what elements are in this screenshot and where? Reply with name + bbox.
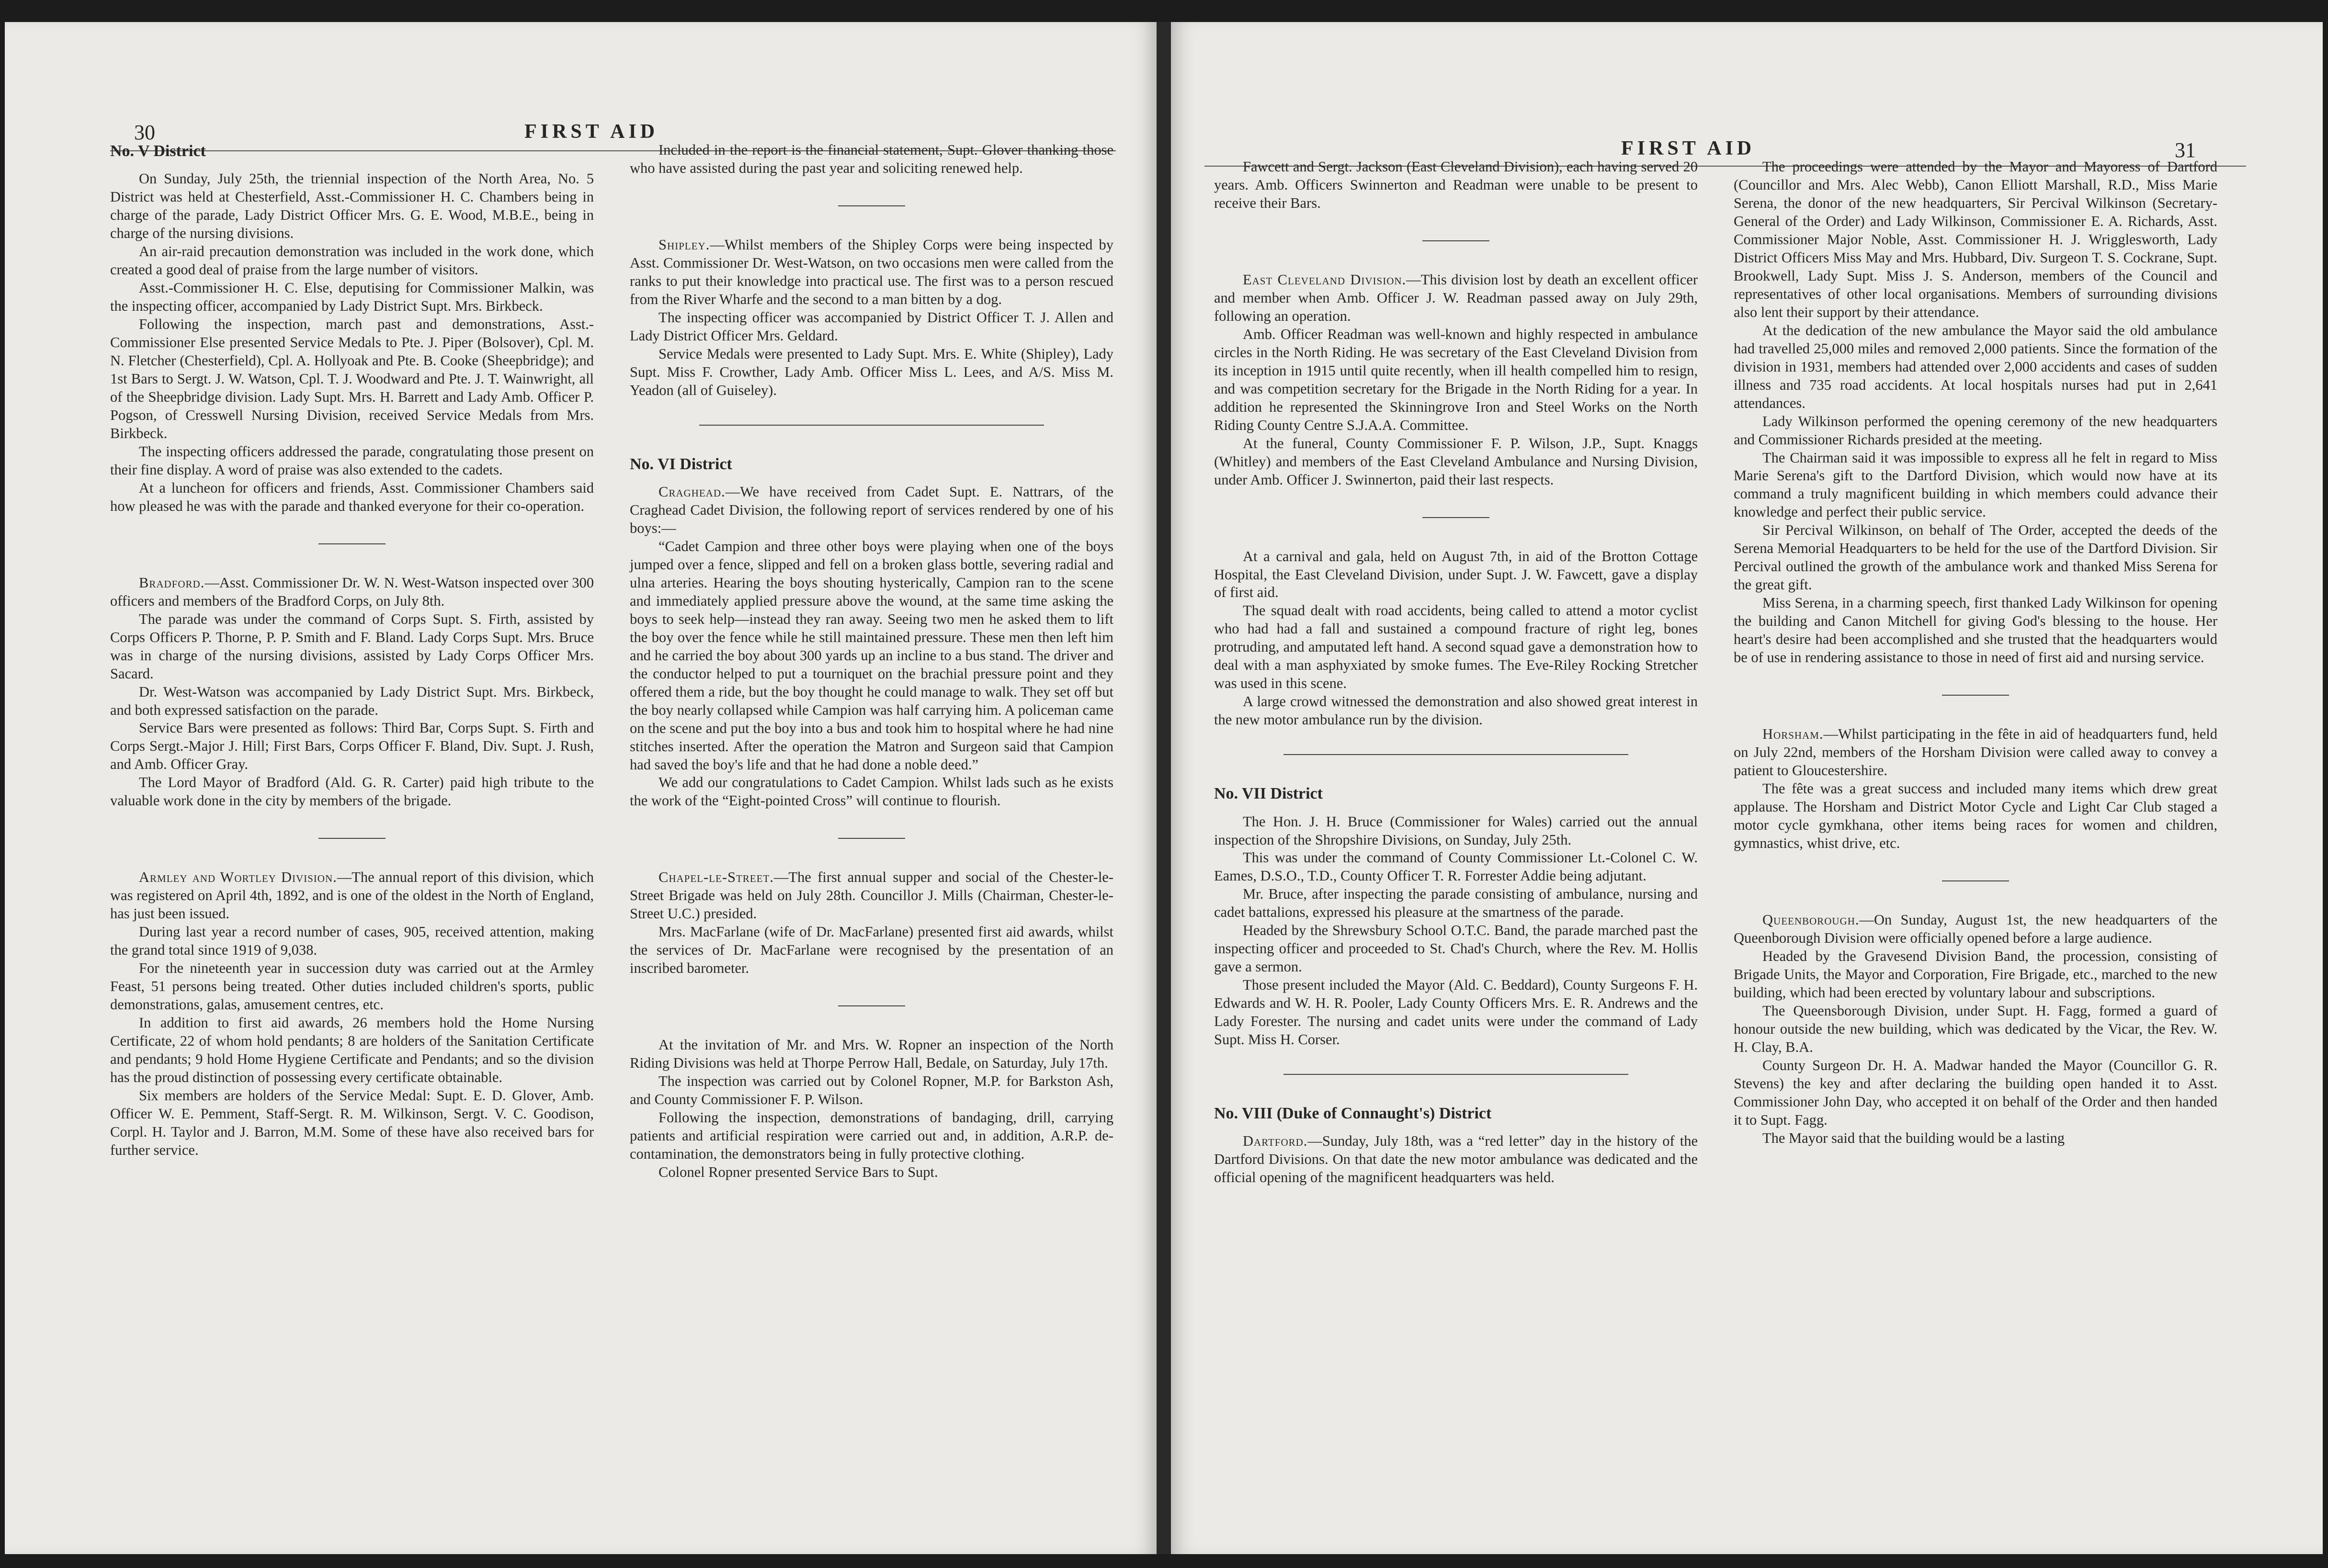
right-col-2 <box>1734 158 2217 1187</box>
article-section <box>110 574 594 811</box>
paragraph-text: Following the inspection, demonstrations of bandaging, drill, carrying patients and artificial respiration were carried out and, in addition, A.R.P. de-contamination, the demonstrators being in fully protective clothing. <box>630 1109 1113 1162</box>
article-paragraph <box>1214 158 1698 213</box>
paragraph-text: —Sunday, July 18th, was a “red letter” day in the history of the Dartford Divisions. On that date the new motor ambulance was dedicated and the official opening of the magnificent headquarters was held. <box>1214 1133 1698 1186</box>
article-paragraph <box>630 538 1113 774</box>
paragraph-text: In addition to first aid awards, 26 members hold the Home Nursing Certificate, 22 of whom hold pendants; 8 are holders of the Sanitation Certificate and pendants; 9 hold Home Hygiene Certificate and Pendants; and so the division has the proud distinction of possessing every certificate obtainable. <box>110 1015 594 1085</box>
article-paragraph <box>630 309 1113 345</box>
article-section <box>1734 158 2217 667</box>
paragraph-text: We add our congratulations to Cadet Campion. Whilst lads such as he exists the work of the “Eight-pointed Cross” will continue to flourish. <box>630 774 1113 809</box>
paragraph-text: Included in the report is the financial statement, Supt. Glover thanking those who have assisted during the past year and soliciting renewed help. <box>630 142 1113 176</box>
paragraph-text: The Queensborough Division, under Supt. H. Fagg, formed a guard of honour outside the new building, which was dedicated by the Vicar, the Rev. W. H. Clay, B.A. <box>1734 1002 2217 1055</box>
article-section <box>1214 1104 1698 1187</box>
district-heading: No. VI District <box>630 455 732 473</box>
article-paragraph <box>110 869 594 923</box>
article-paragraph <box>110 443 594 479</box>
article-section <box>1214 158 1698 213</box>
page-number-left: 30 <box>134 121 155 144</box>
article-paragraph <box>630 923 1113 978</box>
section-divider <box>1422 240 1489 241</box>
article-section <box>630 869 1113 978</box>
paragraph-text: —Asst. Commissioner Dr. W. N. West-Watson inspected over 300 officers and members of the Bradford Corps, on July 8th. <box>110 574 594 609</box>
article-paragraph <box>110 610 594 683</box>
article-section <box>630 236 1113 400</box>
article-paragraph <box>1214 693 1698 729</box>
article-paragraph <box>1214 326 1698 435</box>
paragraph-text: A large crowd witnessed the demonstration and also showed great interest in the new motor ambulance run by the division. <box>1214 693 1698 728</box>
article-paragraph <box>1734 1057 2217 1129</box>
article-paragraph <box>1214 1132 1698 1187</box>
paragraph-text: Asst.-Commissioner H. C. Else, deputising for Commissioner Malkin, was the inspecting officer, accompanied by Lady District Supt. Mrs. Birkbeck. <box>110 280 594 315</box>
article-paragraph <box>630 869 1113 923</box>
article-paragraph <box>110 1014 594 1087</box>
article-paragraph <box>630 1072 1113 1109</box>
article-section <box>110 869 594 1160</box>
paragraph-text: At a luncheon for officers and friends, Asst. Commissioner Chambers said how pleased he was with the parade and thanked everyone for their co-operation. <box>110 479 594 514</box>
paragraph-text: Dr. West-Watson was accompanied by Lady District Supt. Mrs. Birkbeck, and both expressed satisfaction on the parade. <box>110 683 594 718</box>
article-paragraph <box>110 719 594 774</box>
article-paragraph <box>1214 885 1698 922</box>
left-col-2 <box>630 141 1113 1182</box>
article-paragraph <box>1734 1002 2217 1057</box>
paragraph-text: Lady Wilkinson performed the opening ceremony of the new headquarters and Commissioner Richards presided at the meeting. <box>1734 413 2217 448</box>
article-paragraph <box>1214 271 1698 326</box>
article-lead: Horsham. <box>1762 726 1824 743</box>
paragraph-text: Six members are holders of the Service Medal: Supt. E. D. Glover, Amb. Officer W. E. Pemment, Staff-Sergt. R. M. Wilkinson, Sergt. V. C. Goodison, Corpl. H. Taylor and J. Barron, M.M. Some of these have also received bars for further service. <box>110 1087 594 1158</box>
article-section <box>1214 784 1698 1049</box>
article-paragraph <box>630 1036 1113 1072</box>
paragraph-text: The parade was under the command of Corps Supt. S. Firth, assisted by Corps Officers P. Thorne, P. P. Smith and F. Bland. Lady Corps Supt. Mrs. Bruce was in charge of the nursing divisions, assisted by Lady Corps Officer Mrs. Sacard. <box>110 610 594 682</box>
article-lead: Queenborough. <box>1762 911 1860 928</box>
article-lead: Armley and Wortley Division. <box>139 869 337 886</box>
paragraph-text: This was under the command of County Commissioner Lt.-Colonel C. W. Eames, D.S.O., T.D., County Officer T. R. Forrester Addie being adjutant. <box>1214 849 1698 884</box>
paragraph-text: Amb. Officer Readman was well-known and highly respected in ambulance circles in the North Riding. He was secretary of the East Cleveland Division from its inception in 1915 until quite recently, when ill health compelled him to resign, and was competition secretary for the Brigade in the North Riding for a year. In addition he represented the Skinningrove Iron and Steel Works on the North Riding County Centre S.J.A.A. Committee. <box>1214 326 1698 433</box>
paragraph-text: County Surgeon Dr. H. A. Madwar handed the Mayor (Councillor G. R. Stevens) the key and after declaring the building open handed it to Asst. Commissioner John Day, who accepted it on behalf of the Order and then handed it to Supt. Fagg. <box>1734 1057 2217 1128</box>
paragraph-text: Fawcett and Sergt. Jackson (East Cleveland Division), each having served 20 years. Amb. Officers Swinnerton and Readman were unable to be present to receive their Bars. <box>1214 158 1698 211</box>
article-paragraph <box>630 141 1113 178</box>
paragraph-text: —On Sunday, August 1st, the new headquarters of the Queenborough Division were officially opened before a large audience. <box>1734 911 2217 946</box>
section-divider <box>1283 754 1628 755</box>
paragraph-text: At the dedication of the new ambulance the Mayor said the old ambulance had travelled 25,000 miles and removed 2,000 patients. Since the formation of the division in 1931, members had attended over 2,000 accidents and cases of sudden illness and 735 road accidents. At local hospitals nurses had put in 2,641 attendances. <box>1734 322 2217 411</box>
paragraph-text: Miss Serena, in a charming speech, first thanked Lady Wilkinson for opening the building and Canon Mitchell for giving God's blessing to the house. Her heart's desire had been accomplished and she trusted that the headquarters would be of use in rendering assistance to those in need of first aid and nursing service. <box>1734 595 2217 666</box>
paragraph-text: At the funeral, County Commissioner F. P. Wilson, J.P., Supt. Knaggs (Whitley) and members of the East Cleveland Ambulance and Nursing Division, under Amb. Officer J. Swinnerton, paid their last respects. <box>1214 435 1698 488</box>
article-paragraph <box>1734 594 2217 667</box>
section-divider <box>318 543 386 544</box>
article-paragraph <box>110 279 594 316</box>
paragraph-text: Sir Percival Wilkinson, on behalf of The Order, accepted the deeds of the Serena Memorial Headquarters to be held for the use of the Dartford Division. Sir Percival outlined the growth of the ambulance work and thanked Miss Serena for the great gift. <box>1734 522 2217 593</box>
paragraph-text: —We have received from Cadet Supt. E. Nattrars, of the Craghead Cadet Division, the following report of services rendered by one of his boys:— <box>630 483 1113 536</box>
article-section <box>1214 548 1698 730</box>
paragraph-text: The inspecting officers addressed the parade, congratulating those present on their fine display. A word of praise was also extended to the cadets. <box>110 443 594 478</box>
left-columns <box>110 141 1113 1182</box>
article-section <box>110 141 594 516</box>
paragraph-text: Colonel Ropner presented Service Bars to Supt. <box>659 1164 938 1181</box>
article-paragraph <box>630 483 1113 538</box>
paragraph-text: “Cadet Campion and three other boys were playing when one of the boys jumped over a fence, slipped and fell on a broken glass bottle, severing radial and ulna arteries. Hearing the boys shouting hysterically, Campion ran to the scene and immediately applied pressure above the wound, at the same time asking the boys to seek help—instead they ran away. Seeing two men he asked them to lift the boy over the fence while he still maintained pressure. These men then left him and he carried the boy about 300 yards up an incline to a bus stand. The driver and the conductor helped to put a tourniquet on the brachial pressure point and they offered them a ride, but the boy thought he could manage to walk. They set off but the boy nearly collapsed while Campion was half carrying him. A policeman came on the scene and put the boy into a bus and took him to hospital where he had nine stitches inserted. After the operation the Matron and Surgeon said that Campion had saved the boy's life and that he had done a noble deed.” <box>630 538 1113 773</box>
book-gutter <box>1157 22 1171 1554</box>
article-paragraph <box>1734 780 2217 853</box>
district-heading: No. V District <box>110 142 206 160</box>
paragraph-text: The Chairman said it was impossible to express all he felt in regard to Miss Marie Serena's gift to the Dartford Division, which would now have at its command a truly magnificent building in which members could advance their knowledge and perfect their public service. <box>1734 449 2217 520</box>
article-paragraph <box>110 316 594 443</box>
paragraph-text: At the invitation of Mr. and Mrs. W. Ropner an inspection of the North Riding Divisions was held at Thorpe Perrow Hall, Bedale, on Saturday, July 17th. <box>630 1037 1113 1072</box>
article-section <box>1214 271 1698 489</box>
paragraph-text: Headed by the Shrewsbury School O.T.C. Band, the parade marched past the inspecting officer and proceeded to St. Chad's Church, where the Rev. M. Hollis gave a sermon. <box>1214 922 1698 975</box>
article-paragraph <box>110 959 594 1014</box>
section-divider <box>838 838 905 839</box>
paragraph-text: The Lord Mayor of Bradford (Ald. G. R. Carter) paid high tribute to the valuable work done in the city by members of the brigade. <box>110 774 594 809</box>
article-lead: Dartford. <box>1243 1133 1308 1150</box>
paragraph-text: The proceedings were attended by the Mayor and Mayoress of Dartford (Councillor and Mrs. Alec Webb), Canon Elliott Marshall, R.D., Miss Marie Serena, the donor of the new headquarters, Sir Percival Wilkinson (Secretary-General of the Order) and Lady Wilkinson, Commissioner E. A. Richards, Asst. Commissioner Major Noble, Asst. Commissioner H. J. Wrigglesworth, Lady District Officers Miss May and Mrs. Hubbard, Div. Surgeon T. S. Cockrane, Supt. Brookwell, Lady Supt. Miss J. S. Anderson, members of the Council and representatives of other local organisations. Members of surrounding divisions also lent their support by their attendance. <box>1734 158 2217 320</box>
district-heading: No. VII District <box>1214 785 1323 803</box>
article-paragraph <box>630 236 1113 309</box>
article-paragraph <box>1734 521 2217 594</box>
district-heading: No. VIII (Duke of Connaught's) District <box>1214 1105 1492 1123</box>
right-col-1 <box>1214 158 1698 1187</box>
paragraph-text: Those present included the Mayor (Ald. C. Beddard), County Surgeons F. H. Edwards and W. H. R. Pooler, Lady County Officers Mrs. E. R. Andrews and the Lady Forester. The nursing and cadet units were under the command of Lady Supt. Miss H. Corser. <box>1214 977 1698 1048</box>
article-paragraph <box>1734 725 2217 780</box>
paragraph-text: Service Bars were presented as follows: Third Bar, Corps Supt. S. Firth and Corps Sergt.-Major J. Hill; First Bars, Corps Officer F. Bland, Div. Supt. J. Rush, and Amb. Officer Gray. <box>110 720 594 773</box>
paragraph-text: On Sunday, July 25th, the triennial inspection of the North Area, No. 5 District was held at Chesterfield, Asst.-Commissioner H. C. Chambers being in charge of the parade, Lady District Officer Mrs. G. E. Wood, M.B.E., being in charge of the nursing divisions. <box>110 170 594 242</box>
paragraph-text: During last year a record number of cases, 905, received attention, making the grand total since 1919 of 9,038. <box>110 924 594 959</box>
paragraph-text: For the nineteenth year in succession duty was carried out at the Armley Feast, 51 persons being treated. Other duties included children's sports, public demonstrations, galas, amusement centres, etc. <box>110 960 594 1013</box>
article-paragraph <box>1734 413 2217 449</box>
paragraph-text: —The annual report of this division, which was registered on April 4th, 1892, and is one of the oldest in the North of England, has just been issued. <box>110 869 594 922</box>
paragraph-text: At a carnival and gala, held on August 7th, in aid of the Brotton Cottage Hospital, the East Cleveland Division, under Supt. J. W. Fawcett, gave a display of first aid. <box>1214 548 1698 601</box>
article-paragraph <box>110 170 594 243</box>
article-paragraph <box>1214 435 1698 489</box>
paragraph-text: Service Medals were presented to Lady Supt. Mrs. E. White (Shipley), Lady Supt. Miss F. Crowther, Lady Amb. Officer Miss L. Lees, and A/S. Miss M. Yeadon (all of Guiseley). <box>630 345 1113 398</box>
article-paragraph <box>1214 849 1698 885</box>
article-paragraph <box>110 1087 594 1160</box>
article-section <box>630 141 1113 178</box>
article-paragraph <box>1214 922 1698 976</box>
article-paragraph <box>1734 158 2217 322</box>
paragraph-text: The Mayor said that the building would be a lasting <box>1762 1129 2065 1146</box>
article-paragraph <box>1214 602 1698 693</box>
paragraph-text: Headed by the Gravesend Division Band, the procession, consisting of Brigade Units, the Mayor and Corporation, Fire Brigade, etc., marched to the new building, which had been erected by voluntary labour and subscriptions. <box>1734 948 2217 1001</box>
paragraph-text: The Hon. J. H. Bruce (Commissioner for Wales) carried out the annual inspection of the Shropshire Divisions, on Sunday, July 25th. <box>1214 813 1698 848</box>
article-paragraph <box>1214 813 1698 849</box>
article-paragraph <box>1734 911 2217 948</box>
article-paragraph <box>110 243 594 279</box>
article-paragraph <box>630 1163 1113 1182</box>
section-divider <box>318 838 386 839</box>
paragraph-text: Mrs. MacFarlane (wife of Dr. MacFarlane) presented first aid awards, whilst the services of Dr. MacFarlane were recognised by the presentation of an inscribed barometer. <box>630 924 1113 977</box>
article-paragraph <box>1214 548 1698 602</box>
paragraph-text: —Whilst members of the Shipley Corps were being inspected by Asst. Commissioner Dr. West-Watson, on two occasions men were called from the ranks to put their knowledge into practical use. The first was to a person rescued from the River Wharfe and the second to a man bitten by a dog. <box>630 236 1113 307</box>
article-paragraph <box>1734 322 2217 413</box>
article-paragraph <box>110 574 594 610</box>
paragraph-text: Following the inspection, march past and demonstrations, Asst.-Commissioner Else presented Service Medals to Pte. J. Piper (Bolsover), Cpl. M. N. Fletcher (Chesterfield), Cpl. A. Hollyoak and Pte. B. Cooke (Sheepbridge); and 1st Bars to Sergt. J. W. Watson, Cpl. T. J. Woodward and Pte. J. T. Wainwright, all of the Sheepbridge division. Lady Supt. Mrs. H. Barrett and Lady Amb. Officer P. Pogson, of Cresswell Nursing Division, received Service Medals from Mrs. Birkbeck. <box>110 316 594 441</box>
article-section <box>1734 725 2217 853</box>
section-divider <box>838 205 905 206</box>
article-section <box>630 454 1113 811</box>
section-divider <box>699 425 1044 426</box>
article-paragraph <box>110 683 594 720</box>
paragraph-text: —This division lost by death an excellent officer and member when Amb. Officer J. W. Readman passed away on July 29th, following an operation. <box>1214 271 1698 324</box>
paragraph-text: The inspecting officer was accompanied by District Officer T. J. Allen and Lady District Officer Mrs. Geldard. <box>630 309 1113 344</box>
section-divider <box>1283 1074 1628 1075</box>
paragraph-text: —Whilst participating in the fête in aid of headquarters fund, held on July 22nd, members of the Horsham Division were called away to convey a patient to Gloucestershire. <box>1734 726 2217 779</box>
running-head-left: FIRST AID <box>524 121 659 143</box>
paragraph-text: The fête was a great success and included many items which drew great applause. The Horsham and District Motor Cycle and Light Car Club staged a motor cycle gymkhana, other items being races for women and children, gymnastics, whist drive, etc. <box>1734 780 2217 851</box>
article-paragraph <box>630 774 1113 810</box>
article-paragraph <box>1214 976 1698 1049</box>
paragraph-text: —The first annual supper and social of the Chester-le-Street Brigade was held on July 28th. Councillor J. Mills (Chairman, Chester-le-Street U.C.) presided. <box>630 869 1113 922</box>
paragraph-text: Mr. Bruce, after inspecting the parade consisting of ambulance, nursing and cadet battalions, expressed his pleasure at the smartness of the parade. <box>1214 886 1698 921</box>
article-paragraph <box>1734 948 2217 1002</box>
article-paragraph <box>110 774 594 810</box>
section-divider <box>838 1005 905 1006</box>
paragraph-text: The inspection was carried out by Colonel Ropner, M.P. for Barkston Ash, and County Commissioner F. P. Wilson. <box>630 1073 1113 1108</box>
article-lead: Shipley. <box>659 236 710 253</box>
running-head-right: FIRST AID <box>1621 137 1756 159</box>
paragraph-text: The squad dealt with road accidents, being called to attend a motor cyclist who had had a fall and sustained a compound fracture of right leg, bones protruding, and amputated left hand. A second squad gave a demonstration how to deal with a man asphyxiated by smoke fumes. The Eve-Riley Rocking Stretcher was used in this scene. <box>1214 602 1698 692</box>
section-divider <box>1422 517 1489 518</box>
article-lead: East Cleveland Division. <box>1243 271 1407 288</box>
article-paragraph <box>110 923 594 959</box>
article-lead: Bradford. <box>139 574 205 591</box>
right-columns <box>1214 158 2217 1187</box>
article-lead: Craghead. <box>659 483 726 500</box>
section-divider <box>1942 695 2009 696</box>
article-paragraph <box>110 479 594 516</box>
article-paragraph <box>1734 1129 2217 1148</box>
article-section <box>630 1036 1113 1182</box>
article-section <box>1734 911 2217 1148</box>
page-number-right: 31 <box>2175 138 2196 162</box>
article-paragraph <box>1734 449 2217 522</box>
article-paragraph <box>630 345 1113 400</box>
paragraph-text: An air-raid precaution demonstration was included in the work done, which created a good deal of praise from the large number of visitors. <box>110 243 594 278</box>
article-lead: Chapel-le-Street. <box>659 869 774 886</box>
article-paragraph <box>630 1109 1113 1163</box>
section-divider <box>1942 880 2009 881</box>
left-col-1 <box>110 141 594 1182</box>
